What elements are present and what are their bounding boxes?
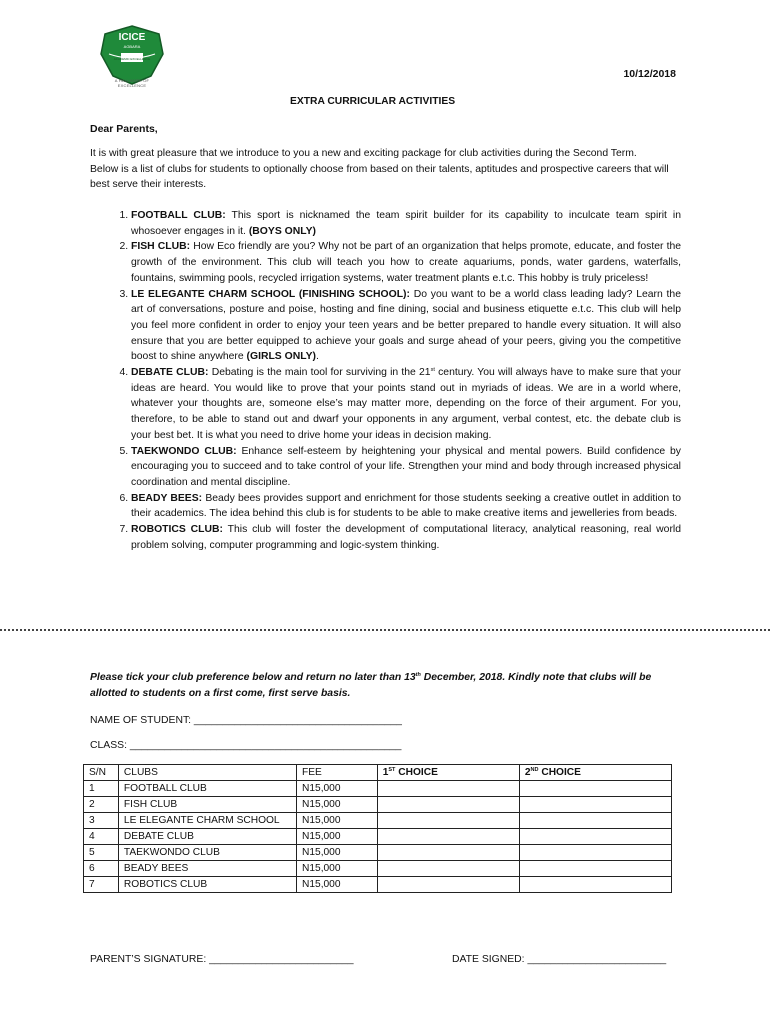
club-name: TAEKWONDO CLUB: — [131, 445, 237, 457]
header-first-choice: 1ST CHOICE — [377, 765, 519, 781]
cell-sn: 4 — [84, 829, 119, 845]
club-description: This sport is nicknamed the team spirit builder for its capability to inculcate team spirit in whosoever engages in it. — [131, 210, 681, 237]
cell-club: FOOTBALL CLUB — [118, 781, 296, 797]
list-item — [131, 287, 681, 366]
cell-sn: 3 — [84, 813, 119, 829]
club-name: LE ELEGANTE CHARM SCHOOL (FINISHING SCHOOL): — [131, 288, 410, 300]
cell-first-choice[interactable] — [377, 813, 519, 829]
table-header-row — [84, 765, 672, 781]
intro — [90, 146, 680, 193]
logo-motto: ACADEMIC EXCELLENCE — [113, 57, 151, 61]
salutation: Dear Parents, — [90, 123, 158, 135]
table-row — [84, 829, 672, 845]
letter-date: 10/12/2018 — [623, 68, 676, 80]
header-sn: S/N — [84, 765, 119, 781]
return-notice — [90, 670, 682, 702]
cell-fee: N15,000 — [297, 829, 378, 845]
cell-sn: 6 — [84, 861, 119, 877]
header-fee: FEE — [297, 765, 378, 781]
club-choice-table — [83, 764, 672, 893]
cell-fee: N15,000 — [297, 861, 378, 877]
cell-club: BEADY BEES — [118, 861, 296, 877]
cell-fee: N15,000 — [297, 877, 378, 893]
club-description: This club will foster the development of computational literacy, analytical reasoning, real world problem solving, computer programming and logic-system thinking. — [131, 524, 682, 551]
list-item — [131, 491, 681, 522]
date-signed-field[interactable]: DATE SIGNED: ________________________ — [452, 954, 667, 965]
club-name: DEBATE CLUB: — [131, 367, 209, 379]
intro-paragraph-2: Below is a list of clubs for students to optionally choose from based on their talents, aptitudes and prospective careers that will best serve their interests. — [90, 163, 669, 191]
logo-caption: A HALLMARK OF EXCELLENCE — [114, 78, 150, 88]
notice-text-a: Please tick your club preference below and return no later than 13 — [90, 672, 416, 683]
cell-club: LE ELEGANTE CHARM SCHOOL — [118, 813, 296, 829]
club-description-cont: century. You will always have to make sure that your ideas are heard. You would like to prove that your points stand out in myriads of ideas. We are in a world where, whatever your thoughts are, someone else’s may matter more, depending on the force of their argument. For you, therefore, to be able to stand out and dwarf your opponents in any argument, verbal contest, etc. the debate club is your best bet. It is what you need to drive home your ideas in decision making. — [131, 367, 682, 441]
list-item — [131, 208, 681, 239]
club-description: Do you want to be a world class leading lady? Learn the art of conversations, posture and poise, hosting and fine dining, social and business etiquette e.t.c. This club will help you feel more confident in order to enjoy your teen years and be better prepared to handle every situation. It will also ensure that you are better equipped to achieve your goals and surge ahead of your peers, giving you the competitive boost to shine anywhere — [131, 288, 681, 363]
club-list — [90, 208, 681, 553]
notice-text-b: December, 2018. Kindly note that clubs will be allotted to students on a first come, first serve basis. — [90, 672, 652, 699]
club-name: ROBOTICS CLUB: — [131, 524, 223, 536]
cell-first-choice[interactable] — [377, 797, 519, 813]
student-name-field[interactable]: NAME OF STUDENT: ____________________________________ — [90, 715, 402, 726]
cell-second-choice[interactable] — [519, 861, 671, 877]
table-row — [84, 845, 672, 861]
cell-first-choice[interactable] — [377, 845, 519, 861]
cell-first-choice[interactable] — [377, 829, 519, 845]
class-field[interactable]: CLASS: _______________________________________________ — [90, 740, 402, 751]
logo-subname: AGBARA — [123, 44, 141, 49]
cell-second-choice[interactable] — [519, 845, 671, 861]
logo-name: ICICE — [118, 32, 146, 43]
table-row — [84, 781, 672, 797]
table-row — [84, 813, 672, 829]
cell-club: FISH CLUB — [118, 797, 296, 813]
club-name: FISH CLUB: — [131, 241, 191, 253]
school-logo — [99, 24, 165, 86]
cell-club: TAEKWONDO CLUB — [118, 845, 296, 861]
cell-club: ROBOTICS CLUB — [118, 877, 296, 893]
list-item — [131, 239, 681, 286]
ordinal-suffix: st — [430, 367, 435, 374]
ordinal-suffix: th — [415, 672, 421, 678]
cell-first-choice[interactable] — [377, 861, 519, 877]
table-row — [84, 797, 672, 813]
cell-sn: 7 — [84, 877, 119, 893]
cell-club: DEBATE CLUB — [118, 829, 296, 845]
club-description: How Eco friendly are you? Why not be part of an organization that helps promote, educate, and foster the growth of the environment. This club will teach you how to create aquariums, ponds, water gardens, waterfalls, fountains, swimming pools, recycled irrigation systems, water treatment plants e.t.c. This hobby is truly priceless! — [131, 241, 682, 284]
club-tag: (BOYS ONLY) — [248, 225, 317, 237]
table-row — [84, 861, 672, 877]
list-item — [131, 365, 681, 444]
letter-title: EXTRA CURRICULAR ACTIVITIES — [290, 96, 456, 107]
cell-fee: N15,000 — [297, 813, 378, 829]
header-second-choice: 2ND CHOICE — [519, 765, 671, 781]
header-clubs: CLUBS — [118, 765, 296, 781]
intro-paragraph-1: It is with great pleasure that we introduce to you a new and exciting package for club activities during the Second Term. — [90, 148, 637, 159]
list-item — [131, 444, 681, 491]
club-description: Beady bees provides support and enrichment for those students seeking a creative outlet in addition to their academics. The idea behind this club is for students to be able to make creative items and jewelleries from beads. — [131, 492, 682, 520]
cell-sn: 5 — [84, 845, 119, 861]
cut-line-divider — [0, 629, 770, 631]
club-tail: . — [316, 351, 319, 363]
table-row — [84, 877, 672, 893]
cell-second-choice[interactable] — [519, 877, 671, 893]
list-item — [131, 522, 681, 553]
cell-fee: N15,000 — [297, 845, 378, 861]
cell-fee: N15,000 — [297, 797, 378, 813]
cell-second-choice[interactable] — [519, 813, 671, 829]
cell-second-choice[interactable] — [519, 797, 671, 813]
cell-first-choice[interactable] — [377, 877, 519, 893]
cell-second-choice[interactable] — [519, 829, 671, 845]
cell-second-choice[interactable] — [519, 781, 671, 797]
club-name: BEADY BEES: — [131, 492, 203, 504]
cell-first-choice[interactable] — [377, 781, 519, 797]
cell-sn: 1 — [84, 781, 119, 797]
club-description: Debating is the main tool for surviving in the 21 — [211, 367, 431, 379]
cell-sn: 2 — [84, 797, 119, 813]
parent-signature-field[interactable]: PARENT’S SIGNATURE: _________________________ — [90, 954, 354, 965]
cell-fee: N15,000 — [297, 781, 378, 797]
club-name: FOOTBALL CLUB: — [131, 210, 226, 221]
club-tag: (GIRLS ONLY) — [246, 351, 316, 363]
club-description: Enhance self-esteem by heightening your physical and mental powers. Build confidence by encouraging you to succeed and to take control of your life. Strengthen your mind and body through increased physical coordination and mental discipline. — [131, 445, 681, 488]
